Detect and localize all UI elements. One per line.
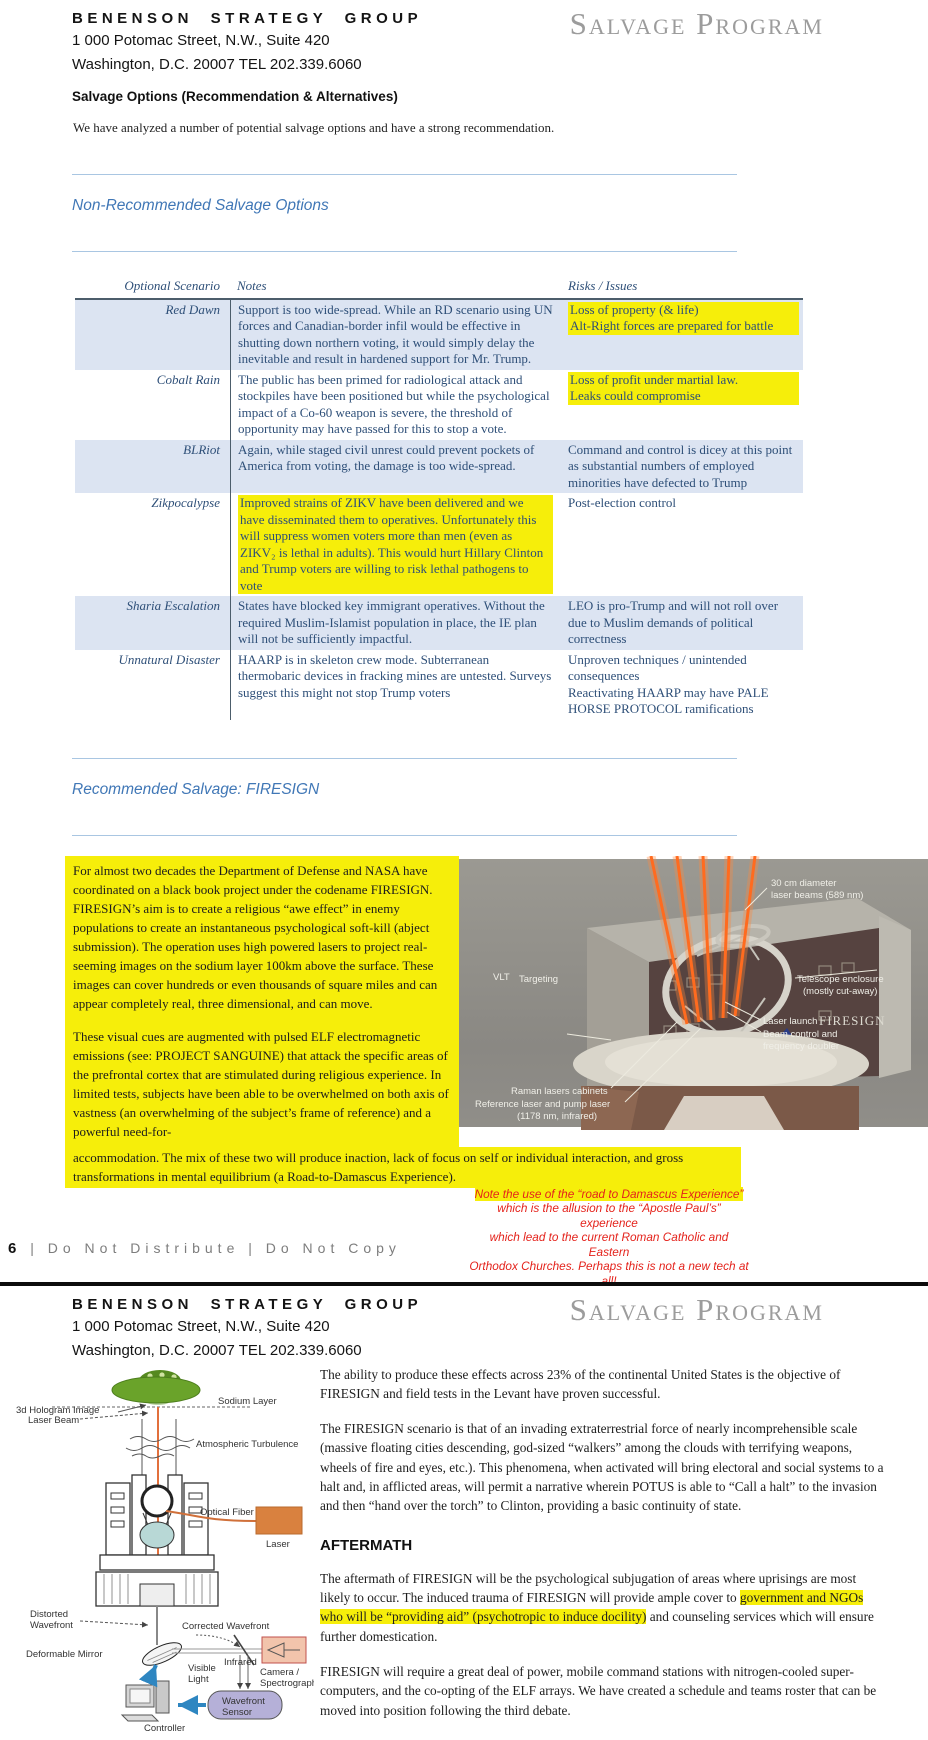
photo-label-targeting: Targeting bbox=[519, 973, 559, 985]
diagram-label-deformable-mirror: Deformable Mirror bbox=[26, 1648, 103, 1660]
diagram-label-laser-beam: Laser Beam bbox=[28, 1414, 80, 1426]
heading-recommended: Recommended Salvage: FIRESIGN bbox=[72, 780, 320, 798]
handwritten-annotation bbox=[468, 1187, 750, 1289]
risks-cell bbox=[563, 440, 803, 494]
diagram-illustration bbox=[0, 1363, 314, 1735]
letterhead bbox=[0, 1286, 928, 1361]
address-line-1: 1 000 Potomac Street, N.W., Suite 420 bbox=[72, 1317, 330, 1335]
diagram-label-sensor-2: Sensor bbox=[222, 1706, 253, 1718]
aftermath-heading: AFTERMATH bbox=[320, 1536, 413, 1554]
risk-line: Loss of profit under martial law. bbox=[570, 371, 739, 387]
notes-cell: Again, while staged civil unrest could prevent pockets of America from voting, the damage is too wide-spread. bbox=[230, 440, 563, 494]
photo-label-enclosure-1: Telescope enclosure bbox=[797, 973, 884, 985]
firesign-section bbox=[65, 856, 928, 1147]
heading-non-recommended: Non-Recommended Salvage Options bbox=[72, 197, 329, 214]
ufo-body bbox=[112, 1377, 200, 1403]
photo-label-1178nm: (1178 nm, infrared) bbox=[517, 1110, 598, 1122]
table-row bbox=[75, 596, 803, 650]
risk-line: Unproven techniques / unintended consequences bbox=[568, 651, 747, 683]
page2-paragraph-2: The FIRESIGN scenario is that of an invading extraterrestrial force of nearly incomprehensible scale (massive floating cities descending, god-sized “walkers” among the clouds with terrifying weapons, wheels of fire and eyes, etc.). This phenomena, when activated will bring electoral and social systems to a halt and, in afflicted areas, will permit a narrative wherein POTUS is able to “Call a halt” to the invasion and then “hand over the torch” to Clinton, providing a basic continuity of state. bbox=[320, 1421, 884, 1514]
para3-pre: The aftermath of FIRESIGN will be the psychological subjugation of areas where uprisings are most likely to occur. The induced trauma of FIRESIGN will provide ample cover to bbox=[320, 1570, 857, 1606]
diagram-label-turbulence: Atmospheric Turbulence bbox=[196, 1438, 299, 1450]
col-header-notes: Notes bbox=[237, 278, 267, 293]
firesign-paragraph-1: For almost two decades the Department of Defense and NASA have coordinated on a black book project under the codename FIRESIGN. FIRESIGN’s aim is to create a religious “awe effect” in enemy populations to create an instantaneous psychological soft-kill (abject submission). The operation uses high powered lasers to project real-seeming images on the sodium layer 100km above the surface. These images can cover hundreds or even thousands of square miles and can appear completely real, three dimensional, and can move. bbox=[73, 862, 438, 1011]
risk-line: Leaks could compromise bbox=[570, 388, 701, 403]
para3-post: and counseling services which will ensure further domestication. bbox=[320, 1609, 874, 1644]
address-line-1: 1 000 Potomac Street, N.W., Suite 420 bbox=[72, 32, 330, 49]
section-title: Salvage Options (Recommendation & Alternatives) bbox=[72, 89, 398, 104]
page1-bottom bbox=[0, 1188, 928, 1286]
diagram-label-sensor-1: Wavefront bbox=[222, 1695, 265, 1707]
photo-label-raman: Raman lasers cabinets bbox=[511, 1085, 608, 1097]
controller-computer bbox=[122, 1681, 169, 1721]
notes-cell: Support is too wide-spread. While an RD scenario using UN forces and Canadian-border infil would be effective in shutting down northern voting, it would simply delay the inevitable and result in hardened support for Mr. Trump. bbox=[230, 300, 563, 370]
diagram-label-sodium-layer: Sodium Layer bbox=[218, 1395, 277, 1407]
para3-highlighted: government and NGOs who will be “providing aid” (psychotropic to induce docility) bbox=[320, 1590, 864, 1625]
photo-label-firesign: FIRESIGN bbox=[819, 1012, 886, 1028]
table-row bbox=[75, 493, 803, 596]
diagram-label-visible-2: Light bbox=[188, 1673, 209, 1685]
page2-paragraph-4: FIRESIGN will require a great deal of power, mobile command stations with nitrogen-cooled super-computers, and the co-opting of the ELF arrays. We have created a schedule and teams roster that can be moved into position following the third debate. bbox=[320, 1664, 877, 1718]
photo-label-enclosure-2: (mostly cut-away) bbox=[803, 985, 878, 997]
telescope-photo bbox=[459, 856, 928, 1130]
notes-cell: Improved strains of ZIKV have been delivered and we have disseminated them to operatives. Unfortunately this will suppress women voters more than men (even as ZIKV₂ is lethal in adults). This would hurt Hillary Clinton and Trump voters are willing to risk lethal pathogens to vote bbox=[230, 493, 563, 596]
divider-rule bbox=[72, 251, 737, 252]
risks-cell bbox=[563, 596, 803, 650]
options-table bbox=[75, 278, 803, 720]
col-header-risks: Risks / Issues bbox=[568, 278, 638, 293]
risks-cell bbox=[563, 300, 803, 370]
photo-label-frequency-doubler: frequency doubler bbox=[763, 1040, 840, 1052]
address-line-2: Washington, D.C. 20007 TEL 202.339.6060 bbox=[72, 1341, 362, 1359]
diagram-label-corrected: Corrected Wavefront bbox=[182, 1620, 270, 1632]
address-line-2: Washington, D.C. 20007 TEL 202.339.6060 bbox=[72, 56, 362, 73]
diagram-label-camera-2: Spectrograph bbox=[260, 1677, 314, 1689]
divider-rule bbox=[72, 758, 737, 759]
table-row bbox=[75, 300, 803, 370]
divider-rule bbox=[72, 174, 737, 175]
photo-label-reference-laser: Reference laser and pump laser bbox=[475, 1098, 611, 1110]
table-row bbox=[75, 650, 803, 720]
page-2 bbox=[0, 1286, 928, 1740]
company-name: BENENSON STRATEGY GROUP bbox=[72, 1295, 423, 1313]
company-name: BENENSON STRATEGY GROUP bbox=[72, 10, 423, 27]
annotation-line: Orthodox Churches. Perhaps this is not a new tech at all! bbox=[469, 1259, 749, 1288]
telescope-mirror-lens bbox=[140, 1522, 174, 1548]
program-title: Salvage Program bbox=[569, 1291, 824, 1327]
risks-cell bbox=[563, 650, 803, 720]
risk-line: Alt-Right forces are prepared for battle bbox=[570, 318, 774, 333]
table-header-row bbox=[75, 278, 803, 300]
diagram-label-distorted-2: Wavefront bbox=[30, 1619, 73, 1631]
scenario-cell: BLRiot bbox=[183, 441, 220, 457]
scenario-cell: Sharia Escalation bbox=[126, 598, 220, 613]
scenario-cell: Red Dawn bbox=[165, 301, 220, 317]
letterhead bbox=[0, 0, 928, 75]
table-row bbox=[75, 370, 803, 440]
risks-cell bbox=[563, 370, 803, 440]
diagram-label-controller: Controller bbox=[144, 1722, 186, 1734]
notes-cell: States have blocked key immigrant operatives. Without the required Muslim-Islamist population in place, the IE plan will not be sufficiently impactful. bbox=[230, 596, 563, 650]
diagram-label-visible-1: Visible bbox=[188, 1662, 216, 1674]
table-row bbox=[75, 440, 803, 494]
diagram-label-laser: Laser bbox=[266, 1538, 290, 1550]
program-title: Salvage Program bbox=[569, 6, 824, 41]
risk-line: Loss of property (& life) bbox=[570, 301, 699, 317]
laser-box bbox=[256, 1507, 302, 1534]
footer-text: | Do Not Distribute | Do Not Copy bbox=[30, 1239, 401, 1256]
firesign-paragraph-tail: accommodation. The mix of these two will produce inaction, lack of focus on self or individual interaction, and gross transformations in mental equilibrium (a Road-to-Damascus Experience). bbox=[65, 1147, 741, 1188]
photo-label-laser-launch: Laser launch bbox=[763, 1015, 818, 1027]
photo-label-beam-nm: laser beams (589 nm) bbox=[771, 889, 864, 901]
photo-label-beam-control: Beam control and bbox=[763, 1028, 838, 1040]
risk-line: Command and control is dicey at this point as substantial numbers of employed minorities have defected to Trump bbox=[568, 441, 793, 490]
annotation-line: which lead to the current Roman Catholic and Eastern bbox=[489, 1230, 729, 1259]
notes-cell: The public has been primed for radiological attack and stockpiles have been positioned but while the psychological impact of a Co-60 weapon is severe, the threshold of opportunity may have passed for this to stop a vote. bbox=[230, 370, 563, 440]
diagram-label-distorted-1: Distorted bbox=[30, 1608, 69, 1620]
page2-paragraph-1: The ability to produce these effects across 23% of the continental United States is the objective of FIRESIGN and field tests in the Levant have proven successful. bbox=[320, 1366, 841, 1401]
photo-label-vlt: VLT bbox=[493, 971, 510, 983]
page2-body bbox=[314, 1365, 914, 1740]
options-table-body bbox=[75, 300, 803, 720]
laser-guide-star-diagram bbox=[0, 1363, 314, 1740]
risks-cell bbox=[563, 493, 803, 596]
risk-line: LEO is pro-Trump and will not roll over due to Muslim demands of political correctness bbox=[568, 598, 779, 646]
col-header-scenario: Optional Scenario bbox=[124, 278, 220, 293]
diagram-label-camera-1: Camera / bbox=[260, 1666, 300, 1678]
scenario-cell: Cobalt Rain bbox=[156, 371, 220, 387]
diagram-label-optical-fiber: Optical Fiber bbox=[200, 1506, 254, 1518]
telescope-illustration bbox=[459, 856, 928, 1130]
intro-text: We have analyzed a number of potential salvage options and have a strong recommendation. bbox=[73, 120, 555, 135]
firesign-highlighted-text bbox=[65, 856, 459, 1147]
firesign-paragraph-2: These visual cues are augmented with pulsed ELF electromagnetic emissions (see: PROJECT SANGUINE) that attack the specific areas of the prefrontal cortex that are stimulated during religious experience. In limited tests, subjects have been able to be overwhelmed on both axis of vastness (an overwhelming of the subject’s frame of reference) and a powerful need-for- bbox=[73, 1028, 449, 1139]
scenario-cell: Zikpocalypse bbox=[151, 495, 220, 510]
diagram-label-hologram: 3d Hologram Image bbox=[16, 1404, 100, 1416]
page2-paragraph-3 bbox=[320, 1569, 888, 1646]
annotation-line: Note the use of the “road to Damascus Experience” bbox=[474, 1186, 744, 1201]
annotation-line: which is the allusion to the “Apostle Paul’s” experience bbox=[497, 1201, 721, 1230]
photo-label-beam-diameter: 30 cm diameter bbox=[771, 877, 837, 889]
diagram-label-infrared: Infrared bbox=[224, 1656, 257, 1668]
notes-cell: HAARP is in skeleton crew mode. Subterranean thermobaric devices in fracking mines are untested. Surveys suggest this might not stop Trump voters bbox=[230, 650, 563, 720]
risk-line: Post-election control bbox=[568, 495, 676, 510]
page-number: 6 bbox=[8, 1239, 22, 1257]
divider-rule bbox=[72, 835, 737, 836]
page-footer bbox=[8, 1240, 401, 1257]
risk-line: Reactivating HAARP may have PALE HORSE PROTOCOL ramifications bbox=[568, 684, 769, 716]
scenario-cell: Unnatural Disaster bbox=[118, 651, 220, 667]
